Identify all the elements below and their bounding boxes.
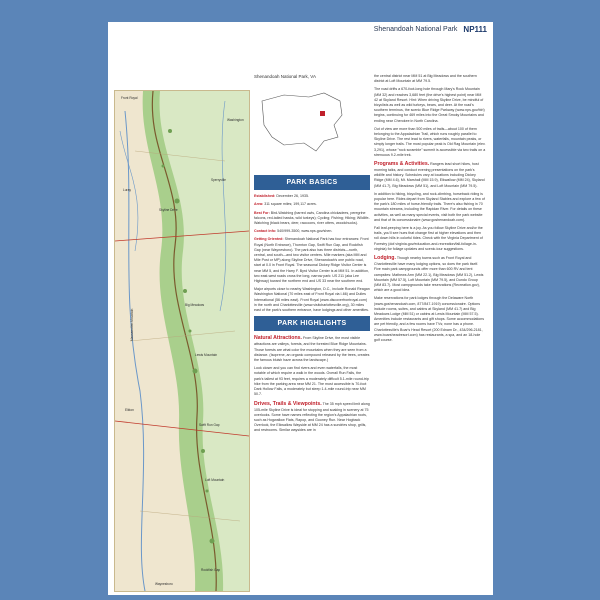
hiking-para: In addition to hiking, bicycling, and rock-climbing, horseback riding is popular here. Rides depart from Skyland Stables and explore a few of the park's 180 miles of horse-friendly trails. There's also fishing in 70 mountain streams, including the Rapidan River. For details on these activities, as well as many special events, visit both the park website and that of its concessionaire (www.goshenandoah.com). [374, 191, 485, 222]
map-label-washington: Washington [227, 118, 244, 122]
map-label-waynesboro: Waynesboro [155, 582, 173, 586]
waterfalls-para: Look closer and you can find rivers and even waterfalls, the most notable of which require a walk in the woods. Overall Run Falls, the park's tallest at 93 feet, requires a moderately difficult 5.1-mile round-trip hike from the parking area near MM 21. The most accessible is 70-foot Dark Hollow Falls, a moderately but steep 1.4-mile round-trip near MM 50.7. [254, 366, 369, 397]
map-label-big-meadows: Big Meadows [185, 303, 205, 307]
park-strip-map[interactable] [114, 90, 250, 592]
park-location-marker [320, 111, 325, 116]
park-name: Shenandoah National Park [373, 25, 458, 33]
reservations-para: Make reservations for park lodges through the Delaware North (www.goshenandoah.com, 877/847-1919) concessionaire. Options include rooms, suites, and cabins at Skyland (MM 41.7) and Big Meadows Lodge (MM 51) or cabins at Lewis Mountain (MM 57.5). Amenities include restaurants and gift shops. Some accommodations are pet friendly, and a few rooms have TVs; none has a phone. Charlottesville's Boar's Head Resort (200 Ednam Dr., 434/296-2181, www.boarsheadresort.com) has restaurants, a spa, and an 18-hole golf course. [374, 296, 485, 342]
atlas-page [108, 22, 493, 595]
roads-para: The road drifts a 670-foot-long hole through Mary's Rock Mountain (MM 32) and reaches 3,680 feet (the drive's highest point) near MM 42 at Skyland Resort. Hint: When driving Skyline Drive, be mindful of bicyclists as well as wild turkeys, bears, and deer. At the road's southern terminus, the scenic Blue Ridge Parkway (www.nps.gov/blri) begins, continuing for 469 miles into the Great Smoky Mountains and ending near Cherokee in North Carolina. [374, 87, 485, 123]
trails-para: Out of view are more than 500 miles of trails—about 100 of them belonging to the Appalachian Trail, which runs roughly parallel to Skyline Drive. The rest lead to rivers, waterfalls, mountain peaks, or simply longer trails. The most popular peak is Old Rag Mountain (elev. 3,291), whose "rock scramble" summit is accessible via two trails on a strenuous 9.2-mile trek. [374, 126, 486, 157]
oriented-para: Getting Oriented: Shenandoah National Park has four entrances: Front Royal (North Entrance), Thornton Gap, Swift Run Gap, and Rockfish Gap (near Waynesboro). The park also has three districts—north, central, and south—and two visitor centers. Mile markers (aka MM and Mile Post or MP) along Skyline Drive, Shenandoah's one public road, start at 0.0 in Front Royal. The seasonal Dickey Ridge Visitor Center is near MM 5, and the Harry F. Byrd Visitor Center is at MM 51. In addition, two east-west roads cross the long, narrow park: US 211 (aka Lee Highway) toward the northern end and US 33 near the southern end. [254, 237, 369, 284]
established-para: Established: December 26, 1935. [254, 194, 309, 199]
map-label-lewis-mountain: Lewis Mountain [195, 353, 218, 357]
map-label-loft-mountain: Loft Mountain [205, 478, 225, 482]
map-label-sperryville: Sperryville [211, 178, 226, 182]
intro-para: the central district near MM 51 at Big Meadows and the southern district at Loft Mountain at MM 79.5. [374, 74, 477, 84]
drives-para: Drives, Trails & Viewpoints. The 35 mph speed limit along 105-mile Skyline Drive is ideal for stopping and soaking in scenery at 75 overlooks. Some have names reflecting the region's Appalachian roots, such as Hogwallow Flats, Rapop, and Gooney Run. Near Hogback Overlook, the Elkwallow Wayside at MM 24 has a sundries shop, grills, and restrooms. Similar waysides are in [254, 400, 370, 433]
map-label-luray: Luray [123, 188, 131, 192]
us-outline [254, 81, 350, 161]
locator-title: Shenandoah National Park, VA [254, 74, 316, 79]
map-label-elkton: Elkton [125, 408, 134, 412]
natural-para: Natural Attractions. From Skyline Drive, the most visible attractions are valleys, forests, and the forested Blue Ridge Mountains. Those forests are what color the mountains when they are seen from a distance. (Isoprene, an organic compound released by the trees, creates the famous bluish haze across the landscape.) [254, 335, 370, 363]
right-column [374, 74, 486, 346]
map-graphic [115, 91, 249, 591]
map-label-front-royal: Front Royal [121, 96, 138, 100]
airports-para: Major airports close to nearby Washington, D.C., include Ronald Reagan Washington National (70 miles east of Front Royal via I-66) and Dulles International (56 miles east). Front Royal (www.discoverfrontroyal.com) in the north and Charlottesville (www.visitcharlottesville.org), 30 miles east of the park's southern entrance, have lodgings and other amenities. [254, 287, 370, 313]
map-label-massanutten: Massanutten Mountain [130, 308, 134, 341]
contact-para: Contact Info: 540/999-3500, www.nps.gov/shen. [254, 229, 333, 234]
lodging-para: Lodging. Though nearby towns such as Front Royal and Charlottesville have many lodging options, so does the park itself. Five main park campgrounds offer more than 600 RV and tent campsites: Mathews Arm (MM 22.1), Big Meadows (MM 51.2), Lewis Mountain (MM 57.5), Loft Mountain (MM 79.5), and Dundo Group (MM 83.7). Most campgrounds take reservations (Recreation.gov), which are a good idea. [374, 255, 484, 293]
map-label-swift-run-gap: Swift Run Gap [199, 423, 220, 427]
park-basics-banner: PARK BASICS [254, 175, 370, 190]
middle-column [254, 172, 370, 437]
map-label-skyline-drive: Skyline Drive [159, 208, 178, 212]
page-header [108, 22, 493, 36]
locator-map [254, 74, 350, 170]
programs-para: Programs & Activities. Rangers lead short hikes, host morning talks, and conduct evening presentations on the park's wildlife and history. Schedules vary at locations including Dickey Ridge (MM 4.6), Mt. Marshall (MM 15.9), Elkwallow (MM 24), Skyland (MM 41.7), Big Meadows (MM 51), and Loft Mountain (MM 79.5). [374, 161, 485, 188]
leaf-para: Fall leaf-peeping here is a joy. As you follow Skyline Drive and/or the trails, you'll see hues that change first at higher elevations and then roll down hills in colorful tides. Check with the Virginia Department of Forestry (dof.virginia.gov/education-and-recreation/fall-foliage-in-virginia) for foliage updates and scenic-tour suggestions. [374, 226, 483, 251]
area-para: Area: 311 square miles; 199,117 acres. [254, 202, 317, 207]
bestfor-para: Best For: Bird-Watching (barred owls, Carolina chickadees, peregrine falcons, red-tailed hawks, wild turkeys); Cycling; Fishing; Hiking; Wildlife-Watching (black bears, deer, raccoons, river otters, woodchucks). [254, 210, 370, 226]
page-code: NP111 [463, 24, 487, 34]
park-highlights-banner: PARK HIGHLIGHTS [254, 316, 370, 331]
map-label-rockfish-gap: Rockfish Gap [201, 568, 221, 572]
